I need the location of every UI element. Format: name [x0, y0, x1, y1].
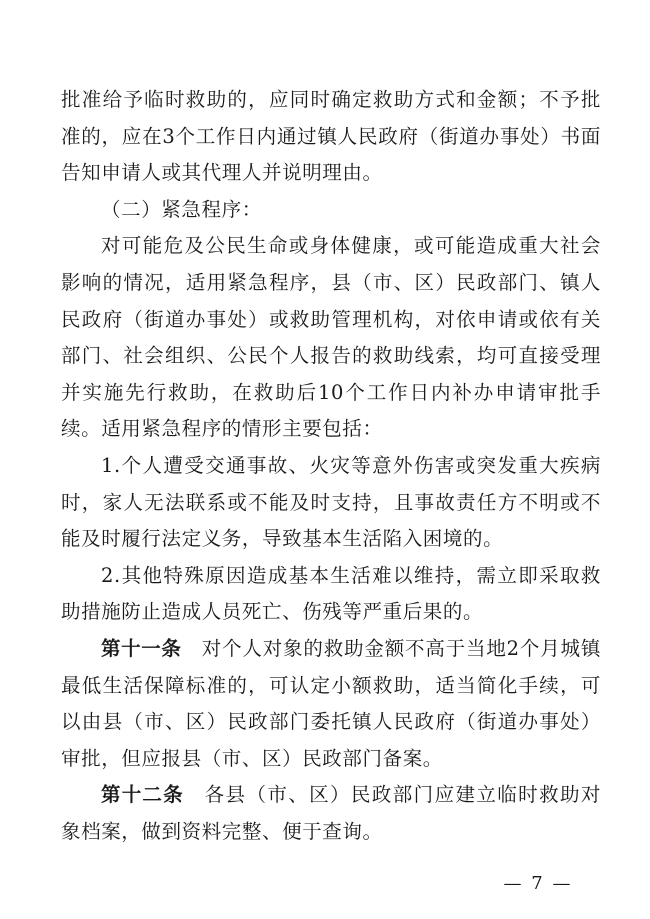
article-11 — [61, 631, 601, 777]
document-body — [61, 82, 601, 850]
article-11-title: 第十一条 — [101, 636, 182, 660]
paragraph-case-1: 1.个人遭受交通事故、火灾等意外伤害或突发重大疾病时，家人无法联系或不能及时支持，且事故责任方不明或不能及时履行法定义务，导致基本生活陷入困境的。 — [61, 453, 601, 551]
paragraph-approval-notice: 批准给予临时救助的，应同时确定救助方式和金额；不予批准的，应在3个工作日内通过镇人民政府（街道办事处）书面告知申请人或其代理人并说明理由。 — [61, 88, 601, 185]
article-12-title: 第十二条 — [101, 783, 184, 807]
article-12-body: 各县（市、区）民政部门应建立临时救助对象档案，做到资料完整、便于查询。 — [61, 783, 601, 843]
article-11-body: 对个人对象的救助金额不高于当地2个月城镇最低生活保障标准的，可认定小额救助，适当简化手续，可以由县（市、区）民政部门委托镇人民政府（街道办事处）审批，但应报县（市、区）民政部门备案。 — [61, 636, 601, 770]
paragraph-emergency-procedure: 对可能危及公民生命或身体健康，或可能造成重大社会影响的情况，适用紧急程序，县（市、区）民政部门、镇人民政府（街道办事处）或救助管理机构，对依申请或依有关部门、社会组织、公民个人报告的救助线索，均可直接受理并实施先行救助，在救助后10个工作日内补办申请审批手续。适用紧急程序的情形主要包括： — [61, 234, 601, 441]
section-heading-emergency-procedure: （二）紧急程序： — [101, 197, 262, 221]
paragraph-case-2: 2.其他特殊原因造成基本生活难以维持，需立即采取救助措施防止造成人员死亡、伤残等严重后果的。 — [61, 563, 601, 624]
article-12 — [61, 777, 601, 850]
page-number: — 7 — — [503, 873, 573, 894]
